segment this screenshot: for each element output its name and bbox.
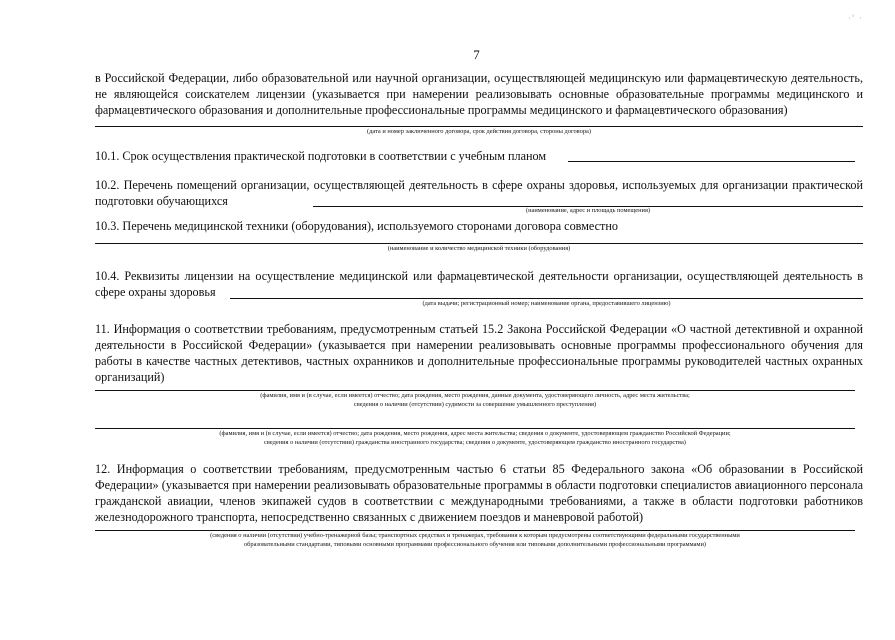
caption-contract: (дата и номер заключенного договора, срок действия договора, стороны договора) (367, 128, 591, 135)
fill-line-license[interactable] (230, 298, 863, 299)
caption-premises: (наименование, адрес и площадь помещения) (525, 207, 651, 214)
fill-line-person[interactable] (95, 390, 855, 391)
caption-equipment: (наименование и количество медицинской техники (оборудования) (387, 245, 571, 252)
fill-line-training[interactable] (95, 530, 855, 531)
caption-license: (дата выдачи; регистрационный номер; наименование органа, предоставившего лицензию) (422, 300, 671, 307)
paragraph-11: 11. Информация о соответствии требованиям, предусмотренным статьей 15.2 Закона Российской Федерации «О частной детективной и охранной деятельности в Российской Федерации» (указывается при намерении реализовывать основные программы профессионального обучения для работы в качестве частных детективов, частных охранников и дополнительные профессиональные программы руководителей частных охранных организаций) (95, 322, 863, 384)
fill-line-equipment[interactable] (95, 243, 863, 244)
corner-scan-mark: ·' · (848, 14, 864, 24)
caption-foreign-line-2: сведения о наличии (отсутствии) гражданства иностранного государства; сведения о документе, удостоверяющем гражданство иностранного государства) (264, 439, 686, 446)
paragraph-intro: в Российской Федерации, либо образовательной или научной организации, осуществляющей медицинскую или фармацевтическую деятельность, не являющейся соискателем лицензии (указывается при намерении реализовывать основные образовательные программы медицинского и фармацевтического образования и дополнительные профессиональные программы медицинского и фармацевтического образования) (95, 71, 863, 117)
paragraph-10-3: 10.3. Перечень медицинской техники (оборудования), используемого сторонами договора совместно (95, 219, 618, 233)
caption-person-line-2: сведения о наличии (отсутствии) судимости за совершение умышленного преступления) (353, 401, 597, 408)
page-number: 7 (473, 47, 480, 62)
caption-training-line-1: (сведения о наличии (отсутствии) учебно-тренажерной базы; транспортных средствах и тренажерах, требования к которым предусмотрены соответствующими федеральными государственными (210, 532, 740, 539)
fill-line-foreign[interactable] (95, 428, 855, 429)
caption-training-line-2: образовательными стандартами, типовыми основными программами профессионального обучения или типовыми дополнительными профессиональными программами) (243, 541, 707, 548)
paragraph-10-1-text: 10.1. Срок осуществления практической подготовки в соответствии с учебным планом (95, 149, 547, 163)
fill-line-contract[interactable] (95, 126, 863, 127)
paragraph-12: 12. Информация о соответствии требованиям, предусмотренным частью 6 статьи 85 Федерального закона «Об образовании в Российской Федерации» (указывается при намерении реализовывать образовательные программы в области подготовки специалистов авиационного персонала гражданской авиации, членов экипажей судов в соответствии с международными требованиями, а также в области подготовки работников железнодорожного транспорта, непосредственно связанных с движением поездов и маневровой работой) (95, 462, 863, 524)
paragraph-10-2: 10.2. Перечень помещений организации, осуществляющей деятельность в сфере охраны здоровья, используемых для организации практической подготовки обучающихся (95, 178, 863, 208)
caption-foreign-line-1: (фамилия, имя и (в случае, если имеется) отчество; дата рождения, место рождения, адрес места жительства; сведения о документе, удостоверяющем гражданство Российской Федерации; (219, 430, 731, 437)
fill-line-term[interactable] (568, 161, 855, 162)
paragraph-10-4: 10.4. Реквизиты лицензии на осуществление медицинской или фармацевтической деятельности организации, осуществляющей деятельность в сфере охраны здоровья (95, 269, 863, 299)
caption-person-line-1: (фамилия, имя и (в случае, если имеется) отчество; дата рождения, место рождения, данные документа, удостоверяющего личность, адрес места жительства; (260, 392, 690, 399)
